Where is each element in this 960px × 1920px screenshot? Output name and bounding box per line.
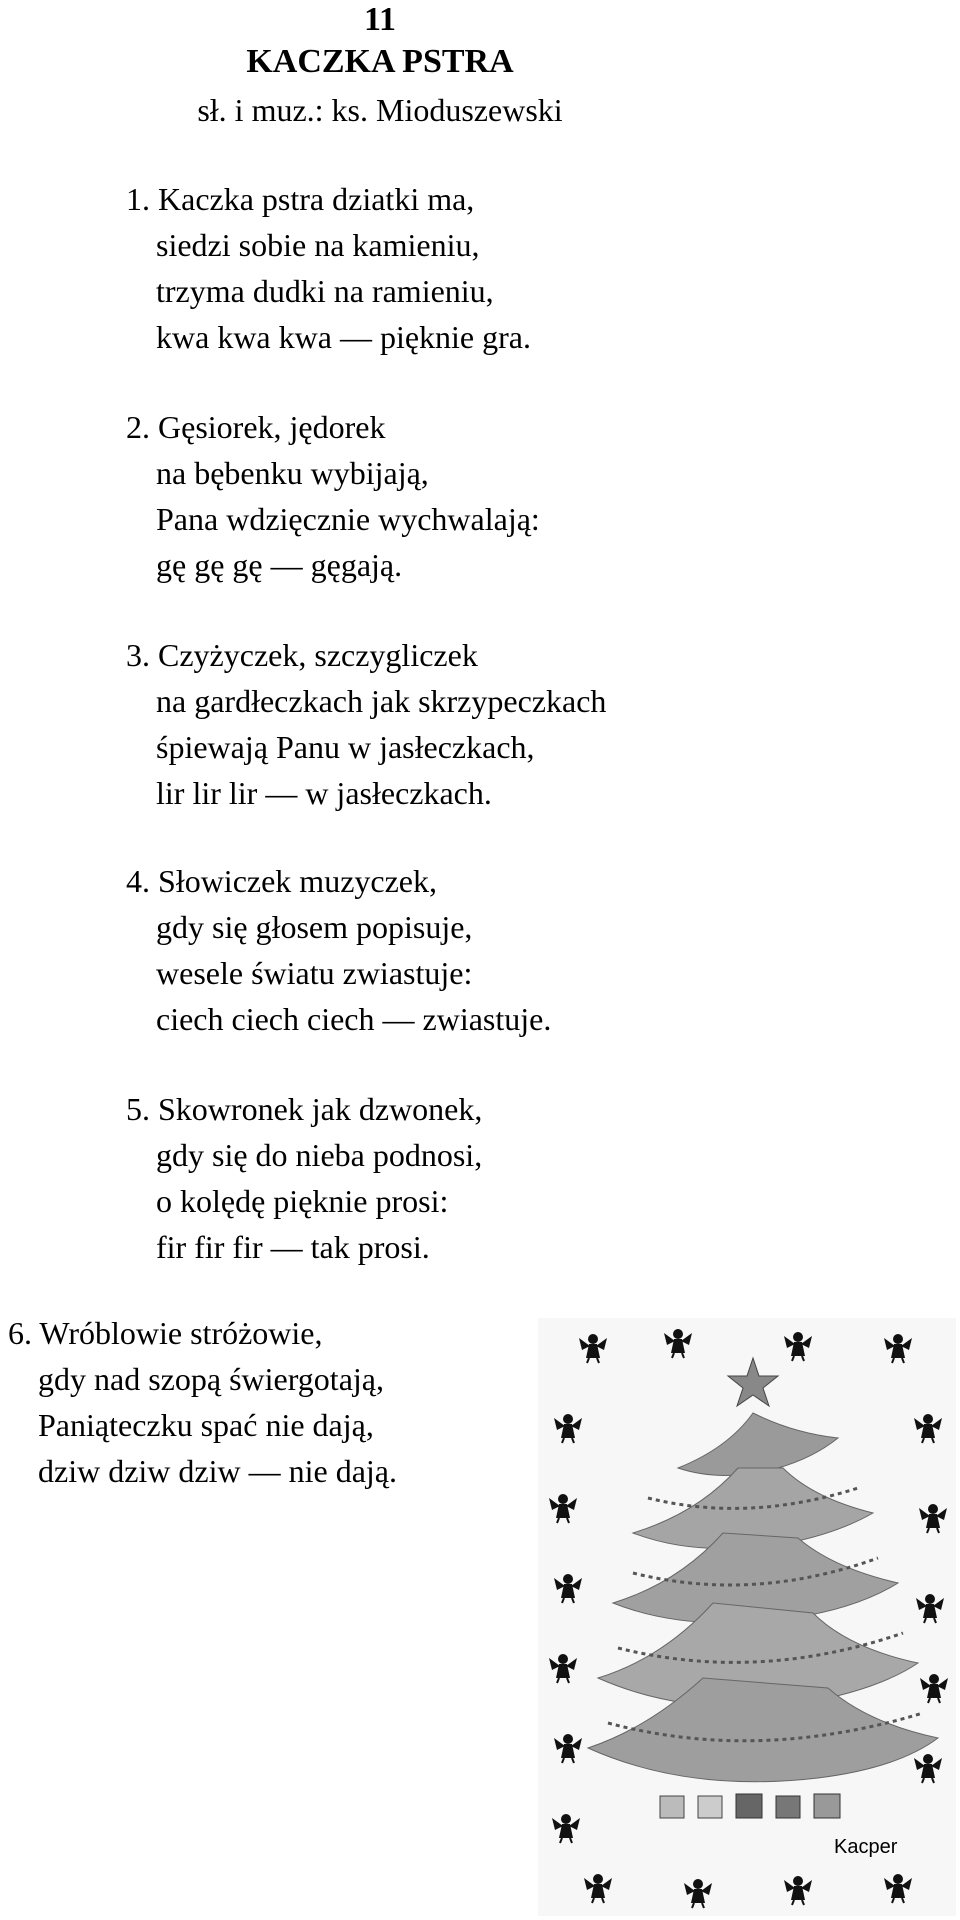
verse-2 [126,404,540,588]
verse-line: kwa kwa kwa — pięknie gra. [156,319,531,355]
verse-line: śpiewają Panu w jasłeczkach, [156,729,535,765]
song-title: KACZKA PSTRA [246,43,514,80]
verse-line: 2. Gęsiorek, jędorek [126,409,386,445]
verse-line: gdy się głosem popisuje, [156,909,473,945]
verse-line: 5. Skowronek jak dzwonek, [126,1091,483,1127]
verse-line: wesele światu zwiastuje: [156,955,473,991]
verse-line: gdy się do nieba podnosi, [156,1137,483,1173]
verse-line: Paniąteczku spać nie dają, [38,1407,374,1443]
verse-line: na gardłeczkach jak skrzypeczkach [156,683,607,719]
drawing-signature: Kacper [834,1836,898,1858]
verse-line: gdy nad szopą świergotają, [38,1361,384,1397]
verse-5 [126,1086,482,1270]
verse-line: na bębenku wybijają, [156,455,429,491]
verse-3 [126,632,606,816]
verse-6 [8,1310,397,1494]
verse-1 [126,176,531,360]
verse-line: ciech ciech ciech — zwiastuje. [156,1001,552,1037]
gift-boxes [660,1794,840,1818]
verse-line: dziw dziw dziw — nie dają. [38,1453,397,1489]
verse-line: o kolędę pięknie prosi: [156,1183,449,1219]
song-number: 11 [363,1,397,38]
christmas-tree-drawing [538,1318,956,1916]
verse-line: 1. Kaczka pstra dziatki ma, [126,181,475,217]
christmas-tree-icon [588,1358,938,1782]
verse-line: 3. Czyżyczek, szczygliczek [126,637,478,673]
song-author: sł. i muz.: ks. Mioduszewski [197,92,563,128]
verse-line: lir lir lir — w jasłeczkach. [156,775,492,811]
verse-line: fir fir fir — tak prosi. [156,1229,430,1265]
verse-line: gę gę gę — gęgają. [156,547,403,583]
verse-line: 6. Wróblowie stróżowie, [8,1315,323,1351]
verse-line: Pana wdzięcznie wychwalają: [156,501,540,537]
verse-line: siedzi sobie na kamieniu, [156,227,480,263]
verse-4 [126,858,551,1042]
verse-line: 4. Słowiczek muzyczek, [126,863,437,899]
verse-line: trzyma dudki na ramieniu, [156,273,494,309]
